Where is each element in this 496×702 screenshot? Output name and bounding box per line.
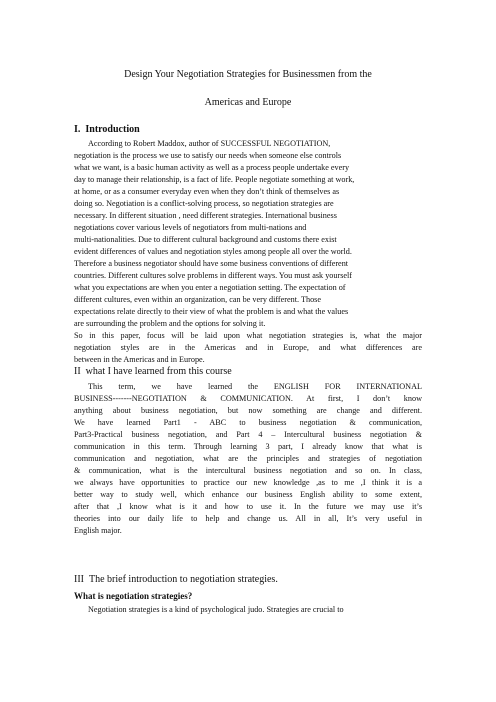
- text-line: negotiation is the process we use to satisfy our needs when someone else controls: [74, 151, 342, 160]
- text-line: communication and negotiation, what are the principles and strategies of negotiation: [74, 454, 422, 463]
- text-line: between in the Americas and in Europe.: [74, 355, 205, 364]
- section-heading-introduction: I. Introduction: [74, 124, 140, 135]
- text-line: necessary. In different situation , need different strategies. International business: [74, 211, 337, 220]
- text-line: This term, we have learned the ENGLISH FOR INTERNATIONAL: [88, 382, 422, 391]
- strategies-paragraph: [74, 604, 422, 616]
- text-line: & communication, what is the intercultural business negotiation and so on. In class,: [74, 466, 422, 475]
- text-line: So in this paper, focus will be laid upon what negotiation strategies is, what the major: [74, 331, 422, 340]
- text-line: countries. Different cultures solve problems in different ways. You must ask yourself: [74, 271, 353, 280]
- text-line: doing so. Negotiation is a conflict-solving process, so negotiation strategies are: [74, 199, 334, 208]
- document-title-line-2: Americas and Europe: [204, 97, 292, 108]
- text-line: anything about business negotiation, but now something are change and different.: [74, 406, 422, 415]
- text-line: communication in this term. Through learning 3 part, I already know that what is: [74, 442, 422, 451]
- section-heading-negotiation-strategies: III The brief introduction to negotiation strategies.: [74, 574, 278, 585]
- text-line: what we want, is a basic human activity as well as a process people undertake every: [74, 163, 350, 172]
- focus-paragraph: [74, 330, 422, 366]
- text-line: Part3-Practical business negotiation, and Part 4 – Intercultural business negotiation &: [74, 430, 422, 439]
- text-line: better way to study well, which enhance our business English ability to some extent,: [74, 490, 422, 499]
- subheading-what-is-negotiation-strategies: What is negotiation strategies?: [74, 591, 193, 601]
- text-line: different cultures, even within an organization, can be very different. Those: [74, 295, 321, 304]
- text-line: evident differences of values and negotiation styles among people all over the world.: [74, 247, 352, 256]
- text-line: According to Robert Maddox, author of SUCCESSFUL NEGOTIATION,: [88, 139, 331, 148]
- text-line: what you expectations are when you enter a negotiation setting. The expectation of: [74, 283, 346, 292]
- text-line: after that ,I know what is it and how to use it. In the future we may use it’s: [74, 502, 422, 511]
- text-line: day to manage their relationship, is a fact of life. People negotiate something at work,: [74, 175, 355, 184]
- text-line: theories into our daily life to help and change us. All in all, It’s very useful in: [74, 514, 422, 523]
- text-line: multi-nationalities. Due to different cultural background and customs there exist: [74, 235, 337, 244]
- text-line: Therefore a business negotiator should have some business conventions of different: [74, 259, 349, 268]
- text-line: negotiations cover various levels of negotiators from multi-nations and: [74, 223, 307, 232]
- text-line: at home, or as a consumer everyday even when they don’t think of themselves as: [74, 187, 340, 196]
- text-line: negotiation styles are in the Americas and in Europe, and what differences are: [74, 343, 422, 352]
- text-line: we always have opportunities to practice our new knowledge ,as to me ,I think it is a: [74, 478, 422, 487]
- text-line: We have learned Part1 - ABC to business negotiation & communication,: [74, 418, 422, 427]
- text-line: are surrounding the problem and the options for solving it.: [74, 319, 266, 328]
- learned-paragraph: [74, 381, 422, 537]
- introduction-paragraph: [74, 138, 422, 330]
- text-line: English major.: [74, 526, 122, 535]
- document-title-line-1: Design Your Negotiation Strategies for Businessmen from the: [124, 69, 372, 80]
- section-heading-learned: II what I have learned from this course: [74, 366, 232, 377]
- text-line: expectations relate directly to their view of what the problem is and what the values: [74, 307, 349, 316]
- text-line: BUSINESS-------NEGOTIATION & COMMUNICATION. At first, I don’t know: [74, 394, 422, 403]
- text-line: Negotiation strategies is a kind of psychological judo. Strategies are crucial to: [88, 605, 344, 614]
